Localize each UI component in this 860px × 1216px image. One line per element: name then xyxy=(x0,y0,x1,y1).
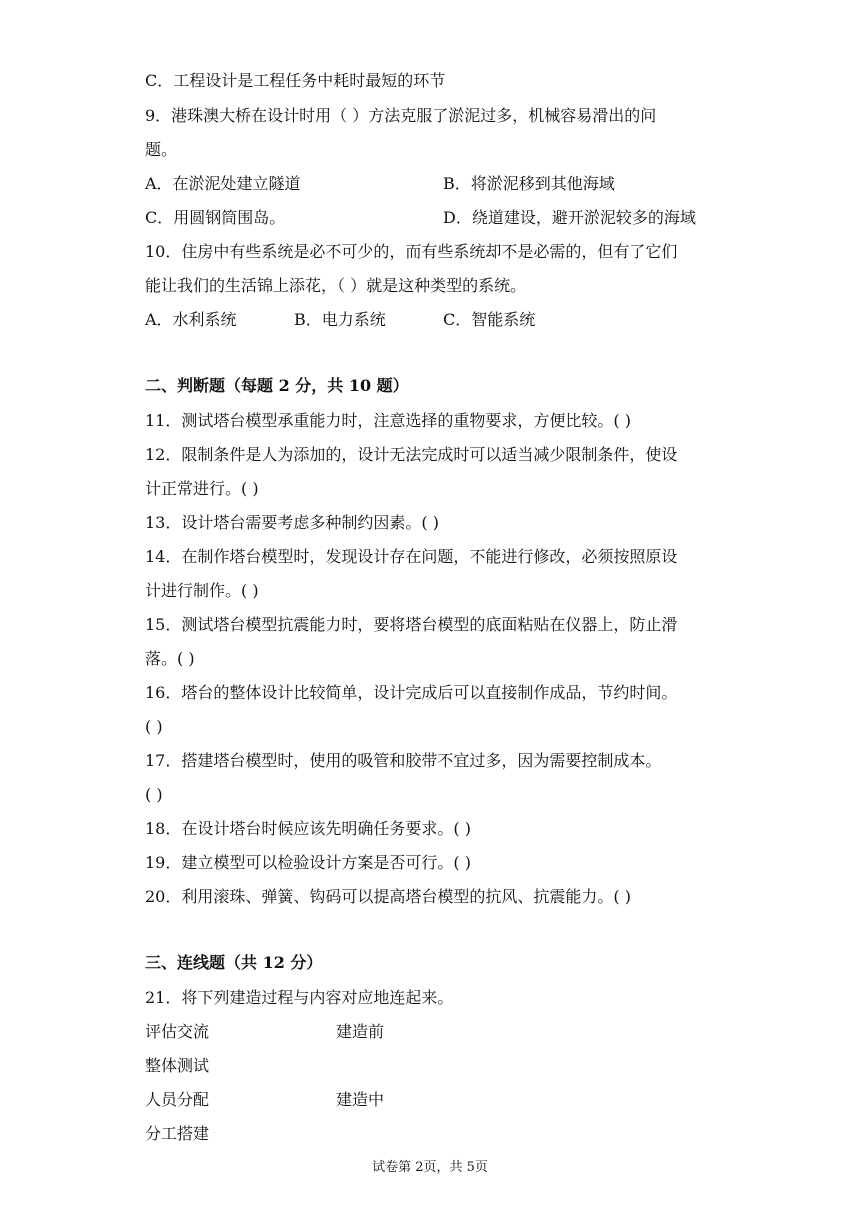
q17-line1: 17．搭建塔台模型时，使用的吸管和胶带不宜过多，因为需要控制成本。 xyxy=(145,751,662,770)
q10-option-c: C．智能系统 xyxy=(443,310,536,329)
q14-line1: 14．在制作塔台模型时，发现设计存在问题，不能进行修改，必须按照原设 xyxy=(145,547,678,566)
match-left-item: 评估交流 xyxy=(145,1022,210,1041)
section2-heading: 二、判断题（每题 2 分，共 10 题） xyxy=(145,376,409,395)
q18: 18．在设计塔台时候应该先明确任务要求。( ) xyxy=(145,819,471,838)
q20: 20．利用滚珠、弹簧、钩码可以提高塔台模型的抗风、抗震能力。( ) xyxy=(145,887,631,906)
q9-stem-line1: 9．港珠澳大桥在设计时用（ ）方法克服了淤泥过多，机械容易滑出的问 xyxy=(145,106,657,125)
q10-stem-line2: 能让我们的生活锦上添花，（ ）就是这种类型的系统。 xyxy=(145,276,527,295)
q14-line2: 计进行制作。( ) xyxy=(145,581,259,600)
match-left-item: 人员分配 xyxy=(145,1090,210,1109)
q16-line1: 16．塔台的整体设计比较简单，设计完成后可以直接制作成品，节约时间。 xyxy=(145,683,678,702)
q12-line1: 12．限制条件是人为添加的，设计无法完成时可以适当减少限制条件，使设 xyxy=(145,445,678,464)
q9-stem-line2: 题。 xyxy=(145,140,178,159)
match-left-item: 整体测试 xyxy=(145,1056,210,1075)
q13: 13．设计塔台需要考虑多种制约因素。( ) xyxy=(145,513,439,532)
q9-option-c: C．用圆钢筒围岛。 xyxy=(145,208,286,227)
q10-option-b: B．电力系统 xyxy=(294,310,386,329)
page-footer: 试卷第 2页，共 5页 xyxy=(372,1160,488,1175)
match-right-item: 建造中 xyxy=(336,1090,385,1109)
q15-line1: 15．测试塔台模型抗震能力时，要将塔台模型的底面粘贴在仪器上，防止滑 xyxy=(145,615,678,634)
section3-heading: 三、连线题（共 12 分） xyxy=(145,953,323,972)
q17-line2: ( ) xyxy=(145,785,163,804)
q9-option-a: A．在淤泥处建立隧道 xyxy=(145,174,301,193)
q16-line2: ( ) xyxy=(145,717,163,736)
q10-option-a: A．水利系统 xyxy=(145,310,237,329)
q19: 19．建立模型可以检验设计方案是否可行。( ) xyxy=(145,853,471,872)
q9-option-d: D．绕道建设，避开淤泥较多的海域 xyxy=(443,208,696,227)
q21-stem: 21．将下列建造过程与内容对应地连起来。 xyxy=(145,988,454,1007)
match-left-item: 分工搭建 xyxy=(145,1124,210,1143)
q10-stem-line1: 10．住房中有些系统是必不可少的，而有些系统却不是必需的，但有了它们 xyxy=(145,242,678,261)
q12-line2: 计正常进行。( ) xyxy=(145,479,259,498)
q8-option-c: C．工程设计是工程任务中耗时最短的环节 xyxy=(145,71,446,90)
q9-option-b: B．将淤泥移到其他海域 xyxy=(443,174,615,193)
q15-line2: 落。( ) xyxy=(145,649,195,668)
q11: 11．测试塔台模型承重能力时，注意选择的重物要求，方便比较。( ) xyxy=(145,411,631,430)
match-right-item: 建造前 xyxy=(336,1022,385,1041)
